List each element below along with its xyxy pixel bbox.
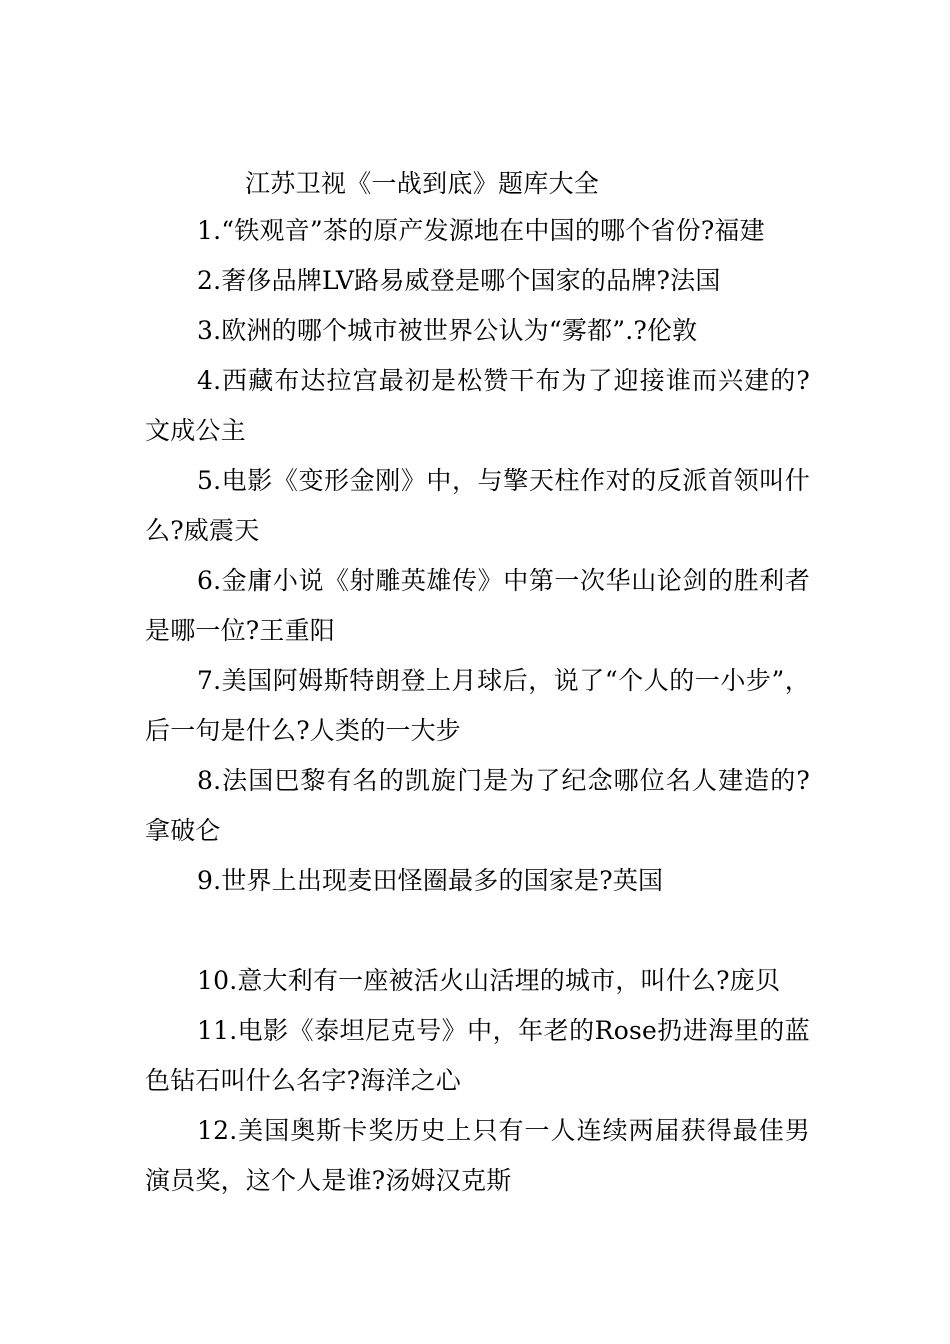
question-item-7: 7.美国阿姆斯特朗登上月球后，说了“个人的一小步”，后一句是什么?人类的一大步 bbox=[145, 666, 810, 745]
document-title: 江苏卫视《一战到底》题库大全 bbox=[245, 169, 600, 198]
question-item-6: 6.金庸小说《射雕英雄传》中第一次华山论剑的胜利者是哪一位?王重阳 bbox=[145, 566, 810, 645]
question-item-11: 11.电影《泰坦尼克号》中，年老的Rose扔进海里的蓝色钻石叫什么名字?海洋之心 bbox=[145, 1016, 810, 1095]
question-item-3: 3.欧洲的哪个城市被世界公认为“雾都”.?伦敦 bbox=[197, 316, 698, 345]
question-item-5: 5.电影《变形金刚》中，与擎天柱作对的反派首领叫什么?威震天 bbox=[145, 466, 810, 545]
question-item-4: 4.西藏布达拉宫最初是松赞干布为了迎接谁而兴建的?文成公主 bbox=[145, 366, 810, 445]
question-item-10: 10.意大利有一座被活火山活埋的城市，叫什么?庞贝 bbox=[197, 966, 781, 995]
question-item-8: 8.法国巴黎有名的凯旋门是为了纪念哪位名人建造的?拿破仑 bbox=[145, 766, 810, 845]
question-item-9: 9.世界上出现麦田怪圈最多的国家是?英国 bbox=[197, 866, 664, 895]
question-item-2: 2.奢侈品牌LV路易威登是哪个国家的品牌?法国 bbox=[197, 266, 721, 295]
question-item-1: 1.“铁观音”茶的原产发源地在中国的哪个省份?福建 bbox=[197, 216, 765, 245]
question-item-12: 12.美国奥斯卡奖历史上只有一人连续两届获得最佳男演员奖，这个人是谁?汤姆汉克斯 bbox=[145, 1116, 810, 1195]
